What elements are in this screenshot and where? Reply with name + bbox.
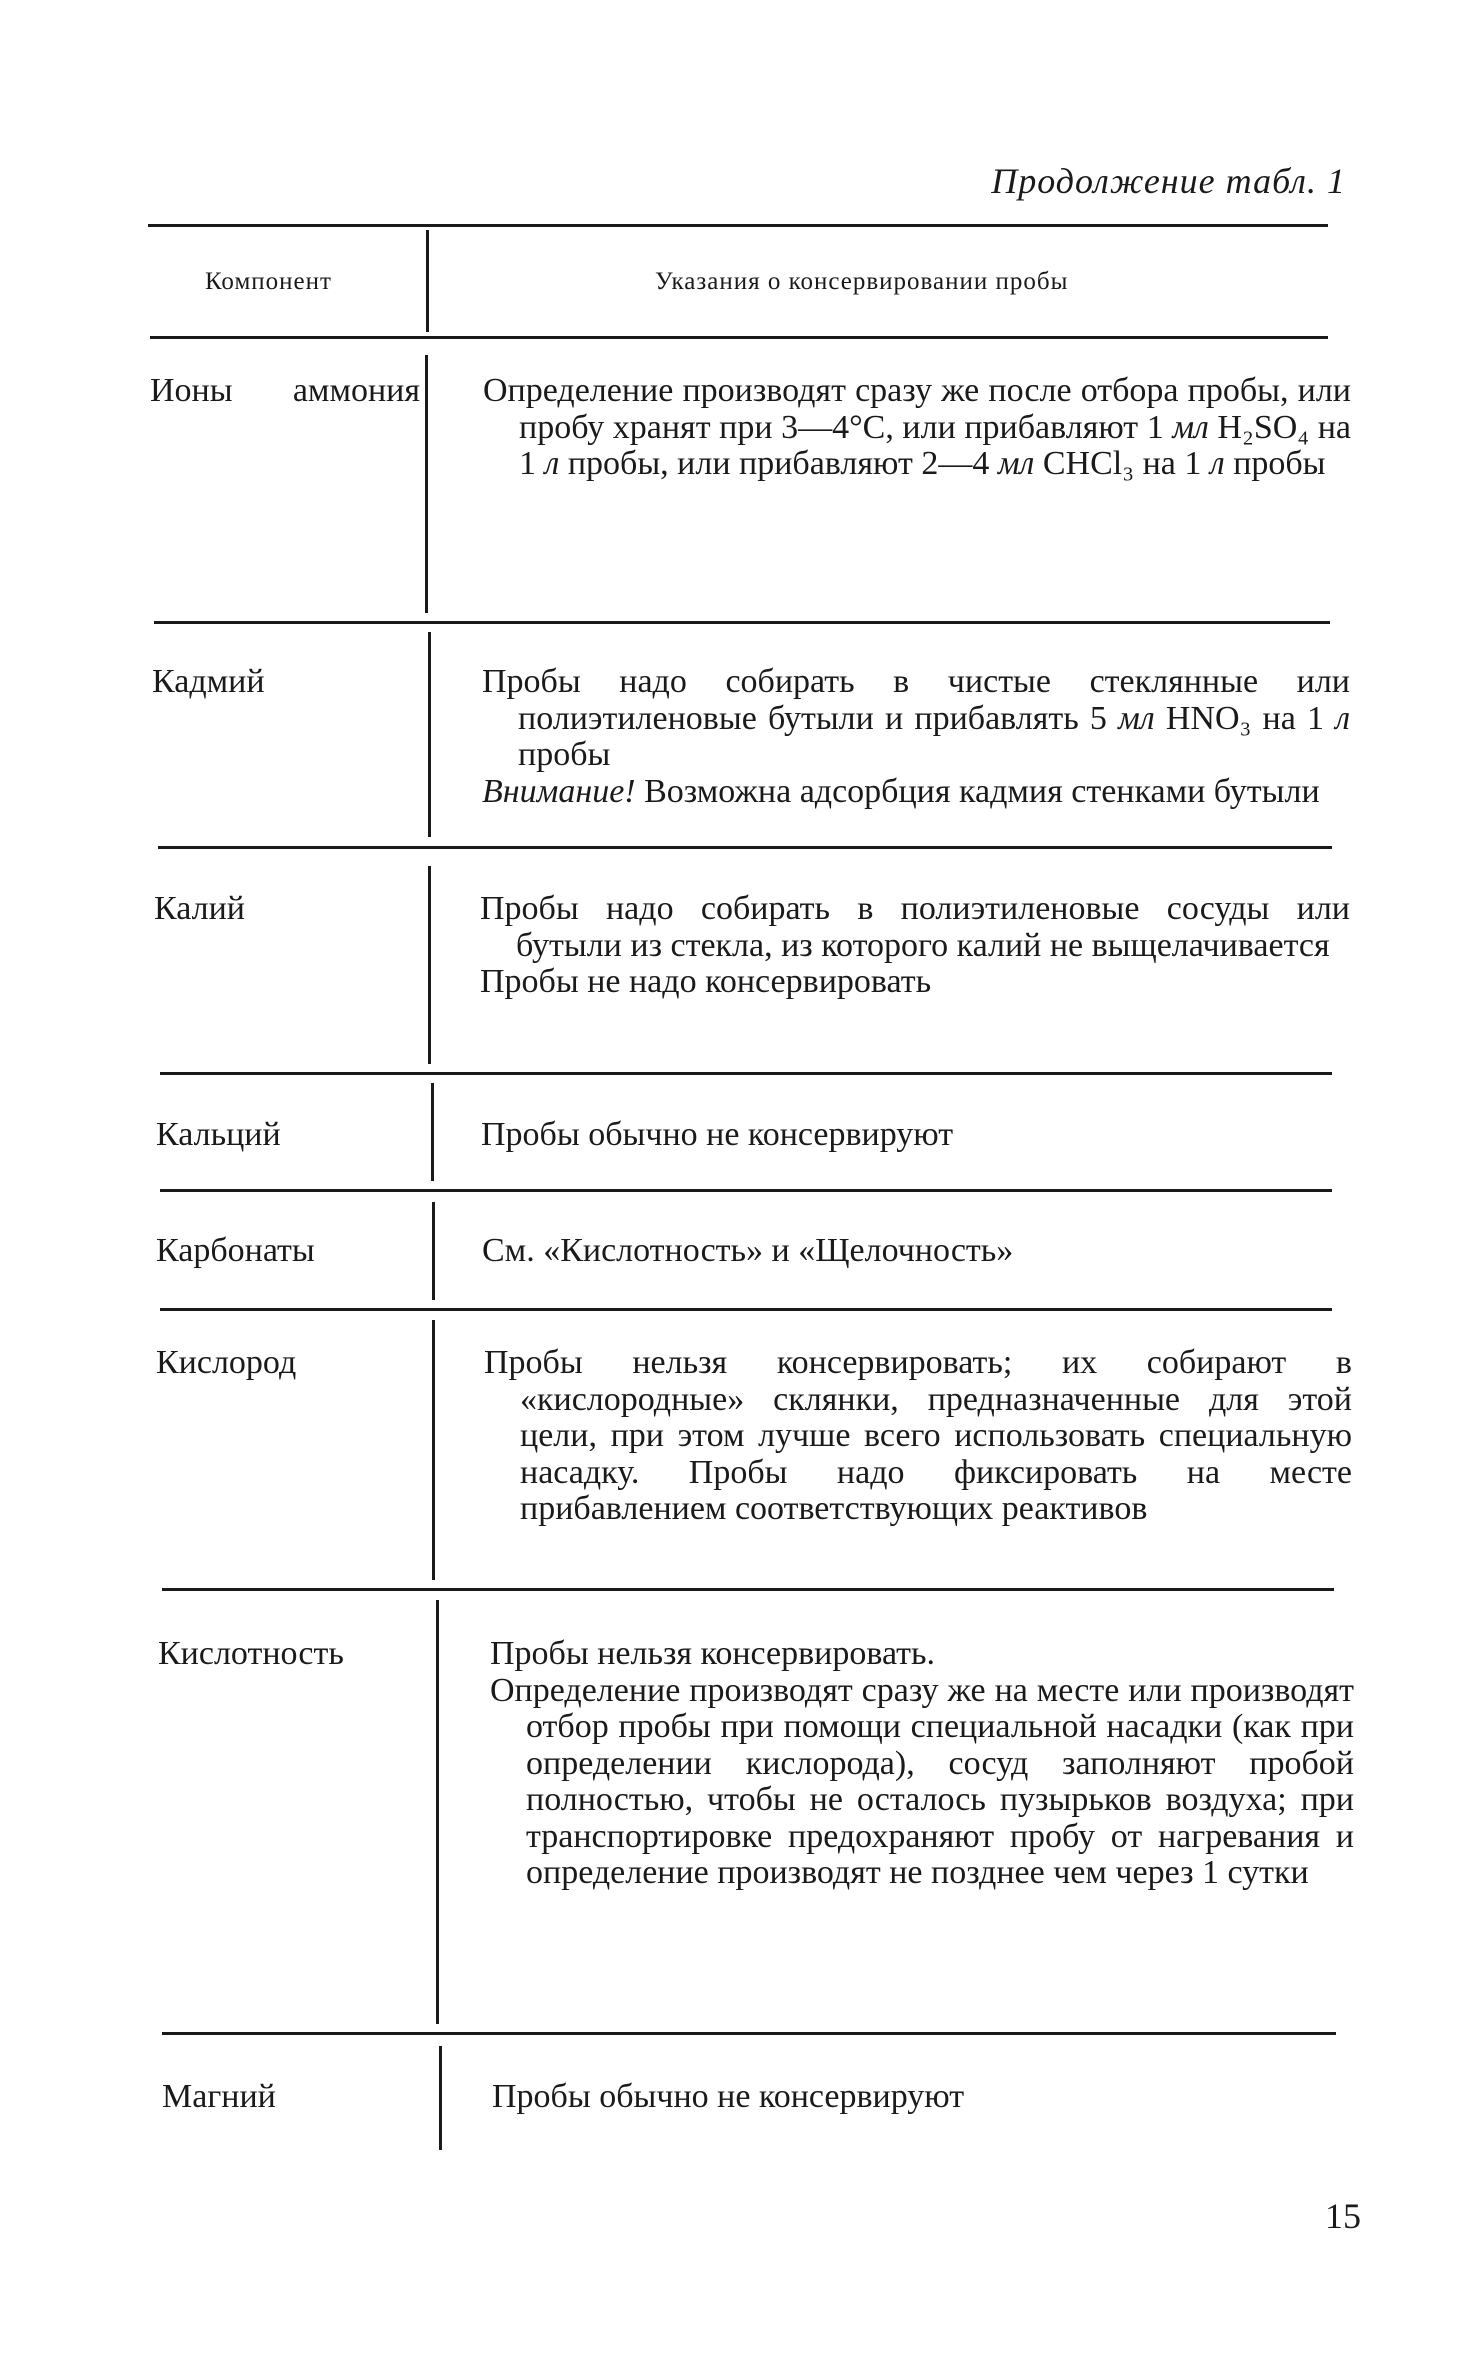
row-rule (160, 1189, 1332, 1192)
instruction-paragraph: Пробы обычно не консервируют (492, 2078, 965, 2115)
italic-unit: мл (1118, 699, 1155, 737)
row-divider-potassium (428, 866, 431, 1064)
row-rule (160, 1308, 1332, 1311)
row-component-calcium: Кальций (156, 1116, 281, 1153)
instruction-paragraph: Пробы обычно не консервируют (481, 1116, 954, 1153)
row-divider-oxygen (432, 1320, 435, 1580)
instruction-paragraph: См. «Кислотность» и «Щелочность» (482, 1232, 1014, 1269)
header-instructions: Указания о консервировании пробы (655, 268, 1069, 295)
row-instructions-calcium (481, 1117, 1351, 1154)
italic-unit: л (1335, 699, 1351, 737)
instruction-paragraph: Внимание! Возможна адсорбция кадмия стенками бутыли (482, 772, 1320, 810)
row-instructions-oxygen (484, 1345, 1352, 1528)
page-number: 15 (1325, 2196, 1361, 2236)
row-instructions-potassium (480, 891, 1350, 1001)
row-instructions-magnesium (492, 2079, 1354, 2116)
row-rule (158, 846, 1332, 849)
row-divider-carbonates (432, 1202, 435, 1300)
row-component-carbonates: Карбонаты (156, 1232, 315, 1269)
instruction-paragraph: Пробы надо собирать в чистые стеклянные или полиэтиленовые бутыли и прибавлять 5 мл HNO₃ на 1 л пробы (482, 663, 1351, 773)
header-bottom-rule (150, 336, 1328, 339)
row-rule (162, 2032, 1336, 2035)
italic-unit: л (1209, 445, 1225, 482)
row-component-oxygen: Кислород (156, 1344, 297, 1381)
row-rule (154, 621, 1330, 624)
row-divider-cadmium (428, 632, 431, 837)
row-component-cadmium: Кадмий (152, 663, 265, 700)
table-caption: Продолжение табл. 1 (991, 161, 1346, 201)
row-instructions-acidity (490, 1636, 1354, 1892)
row-component-magnesium: Магний (162, 2078, 276, 2115)
row-instructions-cadmium (482, 664, 1350, 810)
italic-unit: Внимание! (482, 772, 636, 810)
row-divider-acidity (436, 1600, 439, 2024)
row-component-potassium: Калий (154, 890, 245, 927)
row-instructions-carbonates (482, 1233, 1352, 1270)
row-divider-calcium (431, 1083, 434, 1181)
table-top-rule (148, 224, 1328, 227)
row-instructions-ammonium (483, 373, 1351, 483)
header-component: Компонент (205, 268, 332, 295)
italic-unit: мл (1172, 408, 1209, 446)
row-rule (162, 1588, 1334, 1591)
instruction-paragraph: Пробы нельзя консервировать; их собирают в «кислородные» склянки, предназначенные для этой цели, при этом лучше всего использовать специальную насадку. Пробы надо фиксировать на месте прибавлением соответствующих реактивов (484, 1344, 1352, 1527)
row-rule (160, 1072, 1332, 1075)
row-divider-ammonium (425, 355, 428, 613)
italic-unit: л (544, 445, 560, 482)
row-component-acidity: Кислотность (158, 1635, 344, 1672)
instruction-paragraph: Определение производят сразу же после отбора пробы, или пробу хранят при 3—4°С, или прибавляют 1 мл H₂SO₄ на 1 л пробы, или прибавляют 2—4 мл CHCl₃ на 1 л пробы (483, 372, 1351, 482)
instruction-paragraph: Определение производят сразу же на месте или производят отбор пробы при помощи специальной насадки (как при определении кислорода), сосуд заполняют пробой полностью, чтобы не осталось пузырьков воздуха; при транспортировке предохраняют пробу от нагревания и определение производят не позднее чем через 1 сутки (490, 1671, 1354, 1891)
instruction-paragraph: Пробы надо собирать в полиэтиленовые сосуды или бутыли из стекла, из которого калий не выщелачивается (480, 890, 1350, 964)
italic-unit: мл (997, 445, 1035, 482)
row-component-ammonium: Ионы аммония (150, 372, 420, 409)
instruction-paragraph: Пробы нельзя консервировать. (490, 1635, 936, 1672)
row-divider-magnesium (439, 2046, 442, 2150)
instruction-paragraph: Пробы не надо консервировать (480, 963, 932, 1000)
header-column-divider (426, 230, 429, 332)
